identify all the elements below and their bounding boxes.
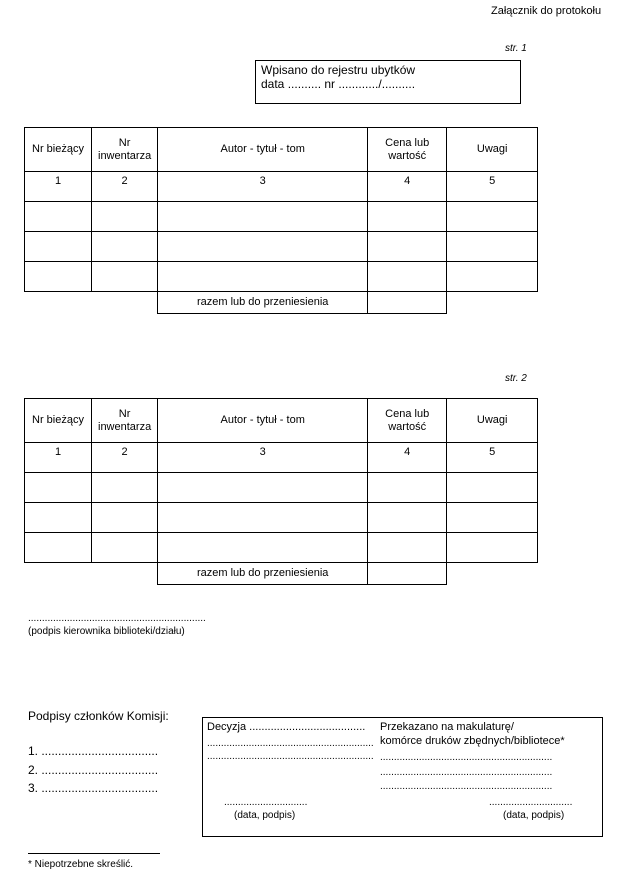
items-table-page-1 — [24, 127, 538, 314]
total-value-cell — [368, 292, 447, 314]
column-number-row — [25, 172, 538, 202]
column-number: 4 — [368, 443, 447, 473]
decision-line: ............................................................ — [207, 751, 374, 762]
commission-title: Podpisy członków Komisji: — [28, 709, 169, 723]
total-row — [25, 563, 538, 585]
register-line-2: data .......... nr ............/.......... — [261, 77, 416, 91]
column-number: 2 — [92, 443, 158, 473]
table-row — [25, 473, 538, 503]
commission-line-1: 1. ................................... — [28, 744, 159, 758]
transfer-signature-dots: .............................. — [489, 797, 573, 808]
attachment-title: Załącznik do protokołu — [491, 5, 602, 17]
total-label: razem lub do przeniesienia — [158, 563, 368, 585]
header-inventory-number: Nr inwentarza — [92, 399, 158, 443]
items-table-page-2 — [24, 398, 538, 585]
column-number: 5 — [447, 172, 538, 202]
decision-signature-label: (data, podpis) — [234, 810, 296, 821]
footnote-rule — [28, 853, 160, 854]
header-inventory-number: Nr inwentarza — [92, 128, 158, 172]
column-number: 5 — [447, 443, 538, 473]
page-2-label: str. 2 — [505, 373, 527, 384]
transfer-signature-label: (data, podpis) — [503, 810, 565, 821]
transfer-line: .............................................................. — [380, 781, 553, 792]
manager-signature-dots: ................................................................ — [28, 613, 206, 624]
column-number-row — [25, 443, 538, 473]
column-number: 1 — [25, 443, 92, 473]
footnote: * Niepotrzebne skreślić. — [28, 859, 134, 870]
column-number: 3 — [158, 172, 368, 202]
table-row — [25, 503, 538, 533]
page-1-label: str. 1 — [505, 43, 527, 54]
header-current-number: Nr bieżący — [25, 128, 92, 172]
header-author-title: Autor - tytuł - tom — [158, 128, 368, 172]
table-row — [25, 262, 538, 292]
table-row — [25, 202, 538, 232]
total-label: razem lub do przeniesienia — [158, 292, 368, 314]
column-number: 3 — [158, 443, 368, 473]
transfer-line: .............................................................. — [380, 752, 553, 763]
total-value-cell — [368, 563, 447, 585]
header-price: Cena lub wartość — [368, 399, 447, 443]
commission-line-3: 3. ................................... — [28, 781, 159, 795]
table-header-row — [25, 128, 538, 172]
decision-title: Decyzja ...................................... — [207, 721, 366, 733]
header-notes: Uwagi — [447, 128, 538, 172]
transfer-line: .............................................................. — [380, 767, 553, 778]
column-number: 1 — [25, 172, 92, 202]
register-box — [255, 60, 521, 104]
table-header-row — [25, 399, 538, 443]
transfer-title-1: Przekazano na makulaturę/ — [380, 721, 514, 733]
header-price: Cena lub wartość — [368, 128, 447, 172]
commission-line-2: 2. ................................... — [28, 763, 159, 777]
table-row — [25, 533, 538, 563]
header-notes: Uwagi — [447, 399, 538, 443]
column-number: 2 — [92, 172, 158, 202]
transfer-title-2: komórce druków zbędnych/bibliotece* — [380, 735, 565, 747]
manager-signature-label: (podpis kierownika biblioteki/działu) — [28, 626, 185, 637]
table-row — [25, 232, 538, 262]
decision-signature-dots: .............................. — [224, 797, 308, 808]
decision-box — [202, 717, 603, 837]
total-row — [25, 292, 538, 314]
register-line-1: Wpisano do rejestru ubytków — [261, 63, 416, 77]
header-current-number: Nr bieżący — [25, 399, 92, 443]
header-author-title: Autor - tytuł - tom — [158, 399, 368, 443]
column-number: 4 — [368, 172, 447, 202]
decision-line: ............................................................ — [207, 738, 374, 749]
